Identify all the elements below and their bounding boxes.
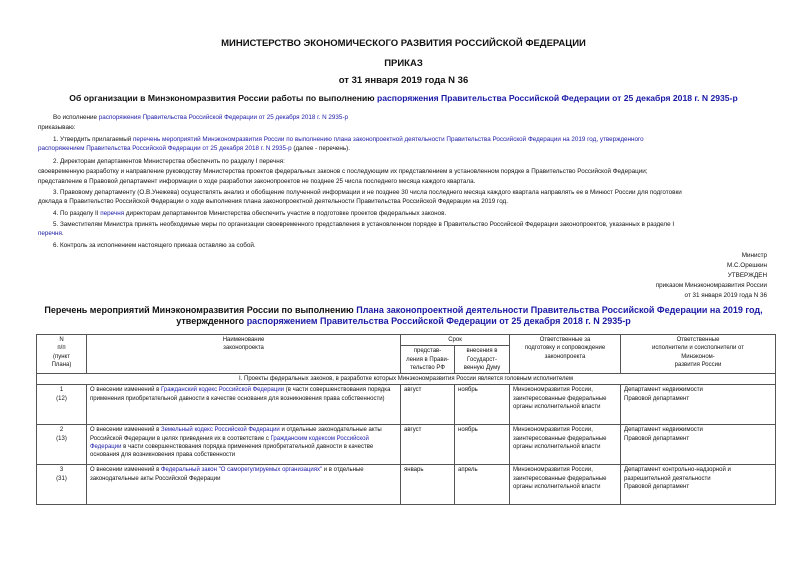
- header-exec-line: Ответственные: [676, 337, 720, 343]
- row-number: [37, 385, 87, 425]
- header-resp-line: Ответственные за: [539, 337, 591, 343]
- paragraph-6: 6. Контроль за исполнением настоящего приказа оставляю за собой.: [53, 242, 256, 249]
- paragraph-1-cont: [38, 144, 350, 154]
- header-resp-line: подготовку и сопровождение: [524, 345, 606, 352]
- header-number-line: п/п: [57, 345, 66, 352]
- row-name: [87, 385, 401, 425]
- signature-name: М.С.Орешкин: [727, 262, 767, 269]
- row-executor: Правовой департамент: [624, 484, 690, 491]
- row-name-link[interactable]: Гражданским кодексом Российской Федерации: [90, 435, 369, 451]
- section-row: [37, 374, 776, 385]
- doc-title: [0, 93, 807, 103]
- row-number-line: (13): [56, 435, 67, 442]
- row-name-link[interactable]: Земельный кодекс Российской Федерации: [160, 427, 280, 434]
- row-number-line: 3: [59, 467, 64, 474]
- intro-link[interactable]: распоряжения Правительства Российской Федерации от 25 декабря 2018 г. N 2935-р: [98, 114, 349, 121]
- row-term-duma: ноябрь: [455, 425, 510, 465]
- list-title-text: Перечень мероприятий Минэкономразвития России по выполнению: [44, 305, 357, 315]
- header-duma-line: Государст-: [467, 356, 497, 363]
- list-title-line1: [0, 305, 807, 316]
- paragraph-3-cont: доклада в Правительство Российской Федерации о ходе выполнения плана законопроектной деятельности Правительства Российской Федерации на 2019 год.: [38, 198, 508, 205]
- p1-text: 1. Утвердить прилагаемый: [53, 136, 134, 143]
- doc-type: ПРИКАЗ: [384, 58, 423, 69]
- header-gov-line: представ-: [413, 348, 442, 355]
- paragraph-3: 3. Правовому департаменту (О.В.Унежева) осуществлять анализ и обобщение полученной информации и не позднее 30 числа последнего месяца каждого квартала направлять ее в Минюст России для подготовки: [53, 189, 682, 196]
- header-resp-line: законопроекта: [544, 353, 586, 360]
- row-name-text: и отдельные законодательные акты Российской Федерации в целях приведения их в соответствие с: [90, 427, 382, 442]
- doc-title-link[interactable]: распоряжения Правительства Российской Федерации от 25 декабря 2018 г. N 2935-р: [377, 93, 738, 103]
- row-term-gov: август: [401, 425, 455, 465]
- p5-tail: .: [61, 230, 64, 237]
- row-term-duma: ноябрь: [455, 385, 510, 425]
- table-row: [37, 385, 776, 425]
- paragraph-5-cont: [38, 229, 64, 239]
- row-number-line: (12): [56, 395, 67, 402]
- approved-order-date: от 31 января 2019 года N 36: [684, 292, 767, 299]
- header-exec-line: исполнители и соисполнители от: [652, 345, 745, 352]
- row-name-text: О внесении изменений в: [90, 427, 161, 434]
- header-exec-line: Минэконом-: [681, 353, 715, 360]
- row-name-link[interactable]: Федеральный закон "О саморегулируемых организациях": [160, 467, 323, 474]
- orders-word: приказываю:: [38, 124, 76, 131]
- row-number-line: (31): [56, 475, 67, 482]
- p5-list-link[interactable]: перечня: [38, 230, 62, 237]
- header-executors: [621, 335, 776, 374]
- p1-order-link[interactable]: распоряжением Правительства Российской Федерации от 25 декабря 2018 г. N 2935-р: [38, 145, 292, 152]
- list-title-line2: [0, 316, 807, 327]
- row-executor: Правовой департамент: [624, 395, 690, 402]
- header-gov-line: тельство РФ: [410, 364, 445, 371]
- row-number-line: 2: [59, 427, 64, 434]
- paragraph-2-1: своевременную разработку и направление руководству Министерства проектов федеральных законов с последующим их представлением в установленном порядке в Правительство Российской Федерации;: [38, 168, 648, 175]
- paragraph-4: [53, 209, 446, 219]
- approved-label: УТВЕРЖДЕН: [727, 272, 767, 279]
- row-executors: [621, 385, 776, 425]
- intro-paragraph: [53, 113, 348, 123]
- row-name-text: О внесении изменений в: [90, 387, 161, 394]
- header-number-line: Плана): [51, 361, 72, 368]
- p4-text: 4. По разделу II: [53, 210, 101, 217]
- row-number: [37, 465, 87, 505]
- row-name: [87, 465, 401, 505]
- row-term-duma: апрель: [455, 465, 510, 505]
- doc-title-text: Об организации в Минэкономразвития России работы по выполнению: [69, 93, 377, 103]
- row-executors: [621, 465, 776, 505]
- list-title-plan-link[interactable]: Плана законопроектной деятельности Правительства Российской Федерации на 2019 год,: [356, 305, 763, 315]
- row-name-text: (в части совершенствования порядка применения приобретательной давности в качестве основания для возникновения права собственности): [90, 387, 391, 402]
- ministry-title: МИНИСТЕРСТВО ЭКОНОМИЧЕСКОГО РАЗВИТИЯ РОССИЙСКОЙ ФЕДЕРАЦИИ: [221, 38, 586, 49]
- paragraph-2: 2. Директорам департаментов Министерства обеспечить по разделу I перечня:: [53, 158, 285, 165]
- header-gov-line: ления в Прави-: [406, 356, 449, 363]
- p4-list-link[interactable]: перечня: [100, 210, 125, 217]
- header-name-line: законопроекта: [223, 345, 264, 352]
- row-term-gov: январь: [401, 465, 455, 505]
- p4-tail: директорам департаментов Министерства обеспечить участие в подготовке проектов федеральных законов.: [124, 210, 447, 217]
- row-executor: Правовой департамент: [624, 435, 690, 442]
- header-term-duma: [455, 346, 510, 374]
- row-executor: Департамент недвижимости: [624, 427, 703, 434]
- header-duma-line: внесения в: [466, 348, 498, 355]
- row-executors: [621, 425, 776, 465]
- list-title-text2: утвержденного: [176, 316, 247, 326]
- paragraph-5: 5. Заместителям Министра принять необходимые меры по организации своевременного представления в установленном порядке в Правительство Российской Федерации законопроектов, указанных в разделе I: [53, 221, 675, 228]
- row-number: [37, 425, 87, 465]
- signature-position: Министр: [741, 252, 767, 259]
- row-name: [87, 425, 401, 465]
- measures-table: [36, 334, 776, 505]
- header-term: Срок: [401, 335, 510, 346]
- header-number-line: N: [59, 337, 64, 343]
- section-1-title: I. Проекты федеральных законов, в разработке которых Минэкономразвития России является головным исполнителем: [37, 374, 776, 385]
- header-responsible: [510, 335, 621, 374]
- row-responsible: Минэкономразвития России, заинтересованные федеральные органы исполнительной власти: [510, 465, 621, 505]
- row-responsible: Минэкономразвития России, заинтересованные федеральные органы исполнительной власти: [510, 385, 621, 425]
- row-name-text: О внесении изменений в: [90, 467, 161, 474]
- paragraph-2-2: представление в Правовой департамент информации о ходе разработки законопроектов не позднее 25 числа последнего месяца каждого квартала.: [38, 178, 476, 185]
- row-responsible: Минэкономразвития России, заинтересованные федеральные органы исполнительной власти: [510, 425, 621, 465]
- header-name: [87, 335, 401, 374]
- header-name-line: Наименование: [222, 337, 265, 343]
- table-row: [37, 465, 776, 505]
- doc-date-number: от 31 января 2019 года N 36: [338, 75, 469, 86]
- header-term-gov: [401, 346, 455, 374]
- intro-text: Во исполнение: [53, 114, 99, 121]
- row-name-text: в части совершенствования порядка применения приобретательной давности в качестве основания для возникновения права собственности: [90, 444, 374, 459]
- table-header-row: [37, 335, 776, 346]
- p1-list-link[interactable]: перечень мероприятий Минэкономразвития России по выполнению плана законопроектной деятельности Правительства Российской Федерации на 2019 год, утвержденного: [133, 136, 644, 143]
- table-row: [37, 425, 776, 465]
- row-executor: Департамент недвижимости: [624, 387, 703, 394]
- row-number-line: 1: [59, 387, 64, 394]
- row-term-gov: август: [401, 385, 455, 425]
- header-number: [37, 335, 87, 374]
- row-executor: Департамент контрольно-надзорной и разрешительной деятельности: [624, 467, 731, 482]
- header-duma-line: венную Думу: [463, 364, 501, 371]
- row-name-text: и в отдельные законодательные акты Российской Федерации: [90, 467, 364, 482]
- header-number-line: (пункт: [52, 353, 70, 360]
- header-exec-line: развития России: [674, 361, 722, 368]
- p1-tail: (далее - перечень).: [291, 145, 351, 152]
- list-title-order-link[interactable]: распоряжением Правительства Российской Федерации от 25 декабря 2018 г. N 2935-р: [246, 316, 631, 326]
- row-name-link[interactable]: Гражданский кодекс Российской Федерации: [160, 387, 285, 394]
- approved-by-order: приказом Минэкономразвития России: [655, 282, 767, 289]
